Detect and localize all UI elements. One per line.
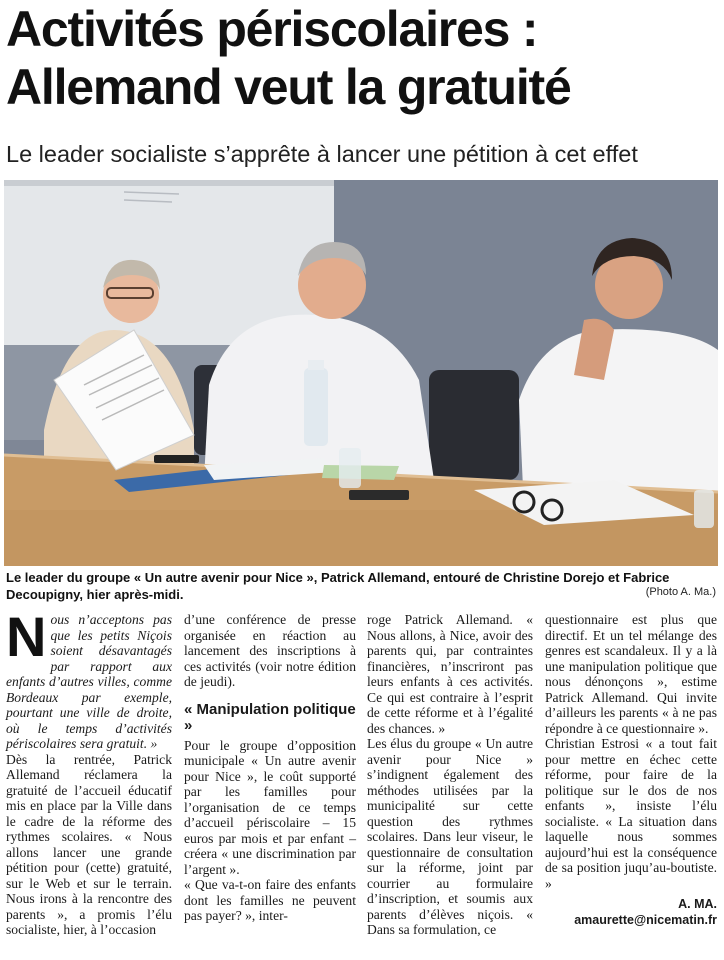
article-column-4 — [545, 612, 717, 928]
headline — [6, 0, 722, 116]
paragraph: « Que va-t-on faire des enfants dont les familles ne peuvent pas payer? », inter- — [184, 877, 356, 923]
subheadline: Le leader socialiste s’apprête à lancer une pétition à cet effet — [6, 141, 638, 167]
photo-caption: Le leader du groupe « Un autre avenir pour Nice », Patrick Allemand, entouré de Christine Dorejo et Fabrice Decoupigny, hier après-midi. — [6, 570, 670, 602]
article-column-3 — [367, 612, 533, 938]
photo-credit: (Photo A. Ma.) — [645, 586, 716, 598]
article-column-1 — [6, 605, 172, 938]
lead-quote: ous n’acceptons pas que les petits Niçois soient désavantagés par rapport aux enfants d’autres villes, comme Bordeaux par exemple, pourtant une ville de droite, où le temps d’activités périscolaires sera gratuit. » — [6, 612, 172, 751]
author-signature: A. MA. — [678, 897, 717, 911]
intertitle: « Manipulation politique » — [184, 700, 356, 734]
paragraph: roge Patrick Allemand. « Nous allons, à Nice, avoir des parents qui, par contraintes financières, n’inscriront pas leurs enfants à ces activités. Ce qui est contraire à l’esprit de cette réforme et à l’égalité des chances. » — [367, 612, 533, 736]
paragraph: Christian Estrosi « a tout fait pour mettre en échec cette réforme, pour faire de la politique sur le dos de nos enfants », insiste l’élu socialiste. « La situation dans laquelle nous sommes aujourd’hui est la conséquence de sa position juqu’au-boutiste. » — [545, 736, 717, 891]
paragraph: Pour le groupe d’opposition municipale « Un autre avenir pour Nice », le coût supporté par les familles pour l’organisation de ce temps d’accueil périscolaire – 15 euros par mois et par enfant – créera « une discrimination par l’argent ». — [184, 737, 356, 877]
headline-line-1: Activités périscolaires : — [6, 1, 538, 57]
article-column-2 — [184, 612, 356, 924]
press-conference-photo — [4, 180, 718, 566]
author-email: amaurette@nicematin.fr — [574, 912, 717, 927]
paragraph: d’une conférence de presse organisée en réaction au lancement des inscriptions à ces activités (voir notre édition de jeudi). — [184, 612, 356, 689]
lead-paragraph — [6, 605, 172, 752]
paragraph: Les élus du groupe « Un autre avenir pour Nice » s’indignent également des méthodes utilisées par la municipalité sur cette question des rythmes scolaires. Dans leur viseur, le questionnaire de consultation sur la réforme, joint par courrier au formulaire d’inscription, et soumis aux parents d’élèves niçois. « Dans sa formulation, ce — [367, 736, 533, 937]
paragraph: questionnaire est plus que directif. Et un tel mélange des genres est scandaleux. Il y a là une manipulation politique que nous dénonçons », estime Patrick Allemand. Qui invite d’ailleurs les parents « à ne pas répondre à ce questionnaire ». — [545, 612, 717, 736]
paragraph: Dès la rentrée, Patrick Allemand réclamera la gratuité de l’accueil éducatif mis en place par la Ville dans le cadre de la réforme des rythmes scolaires. « Nous allons lancer une grande pétition pour (cette) gratuité, sur le Web et sur le terrain. Nous irons à la rencontre des parents », a promis l’élu socialiste, hier, à l’occasion — [6, 751, 172, 937]
drop-cap: N — [6, 605, 47, 668]
headline-line-2: Allemand veut la gratuité — [6, 59, 571, 115]
